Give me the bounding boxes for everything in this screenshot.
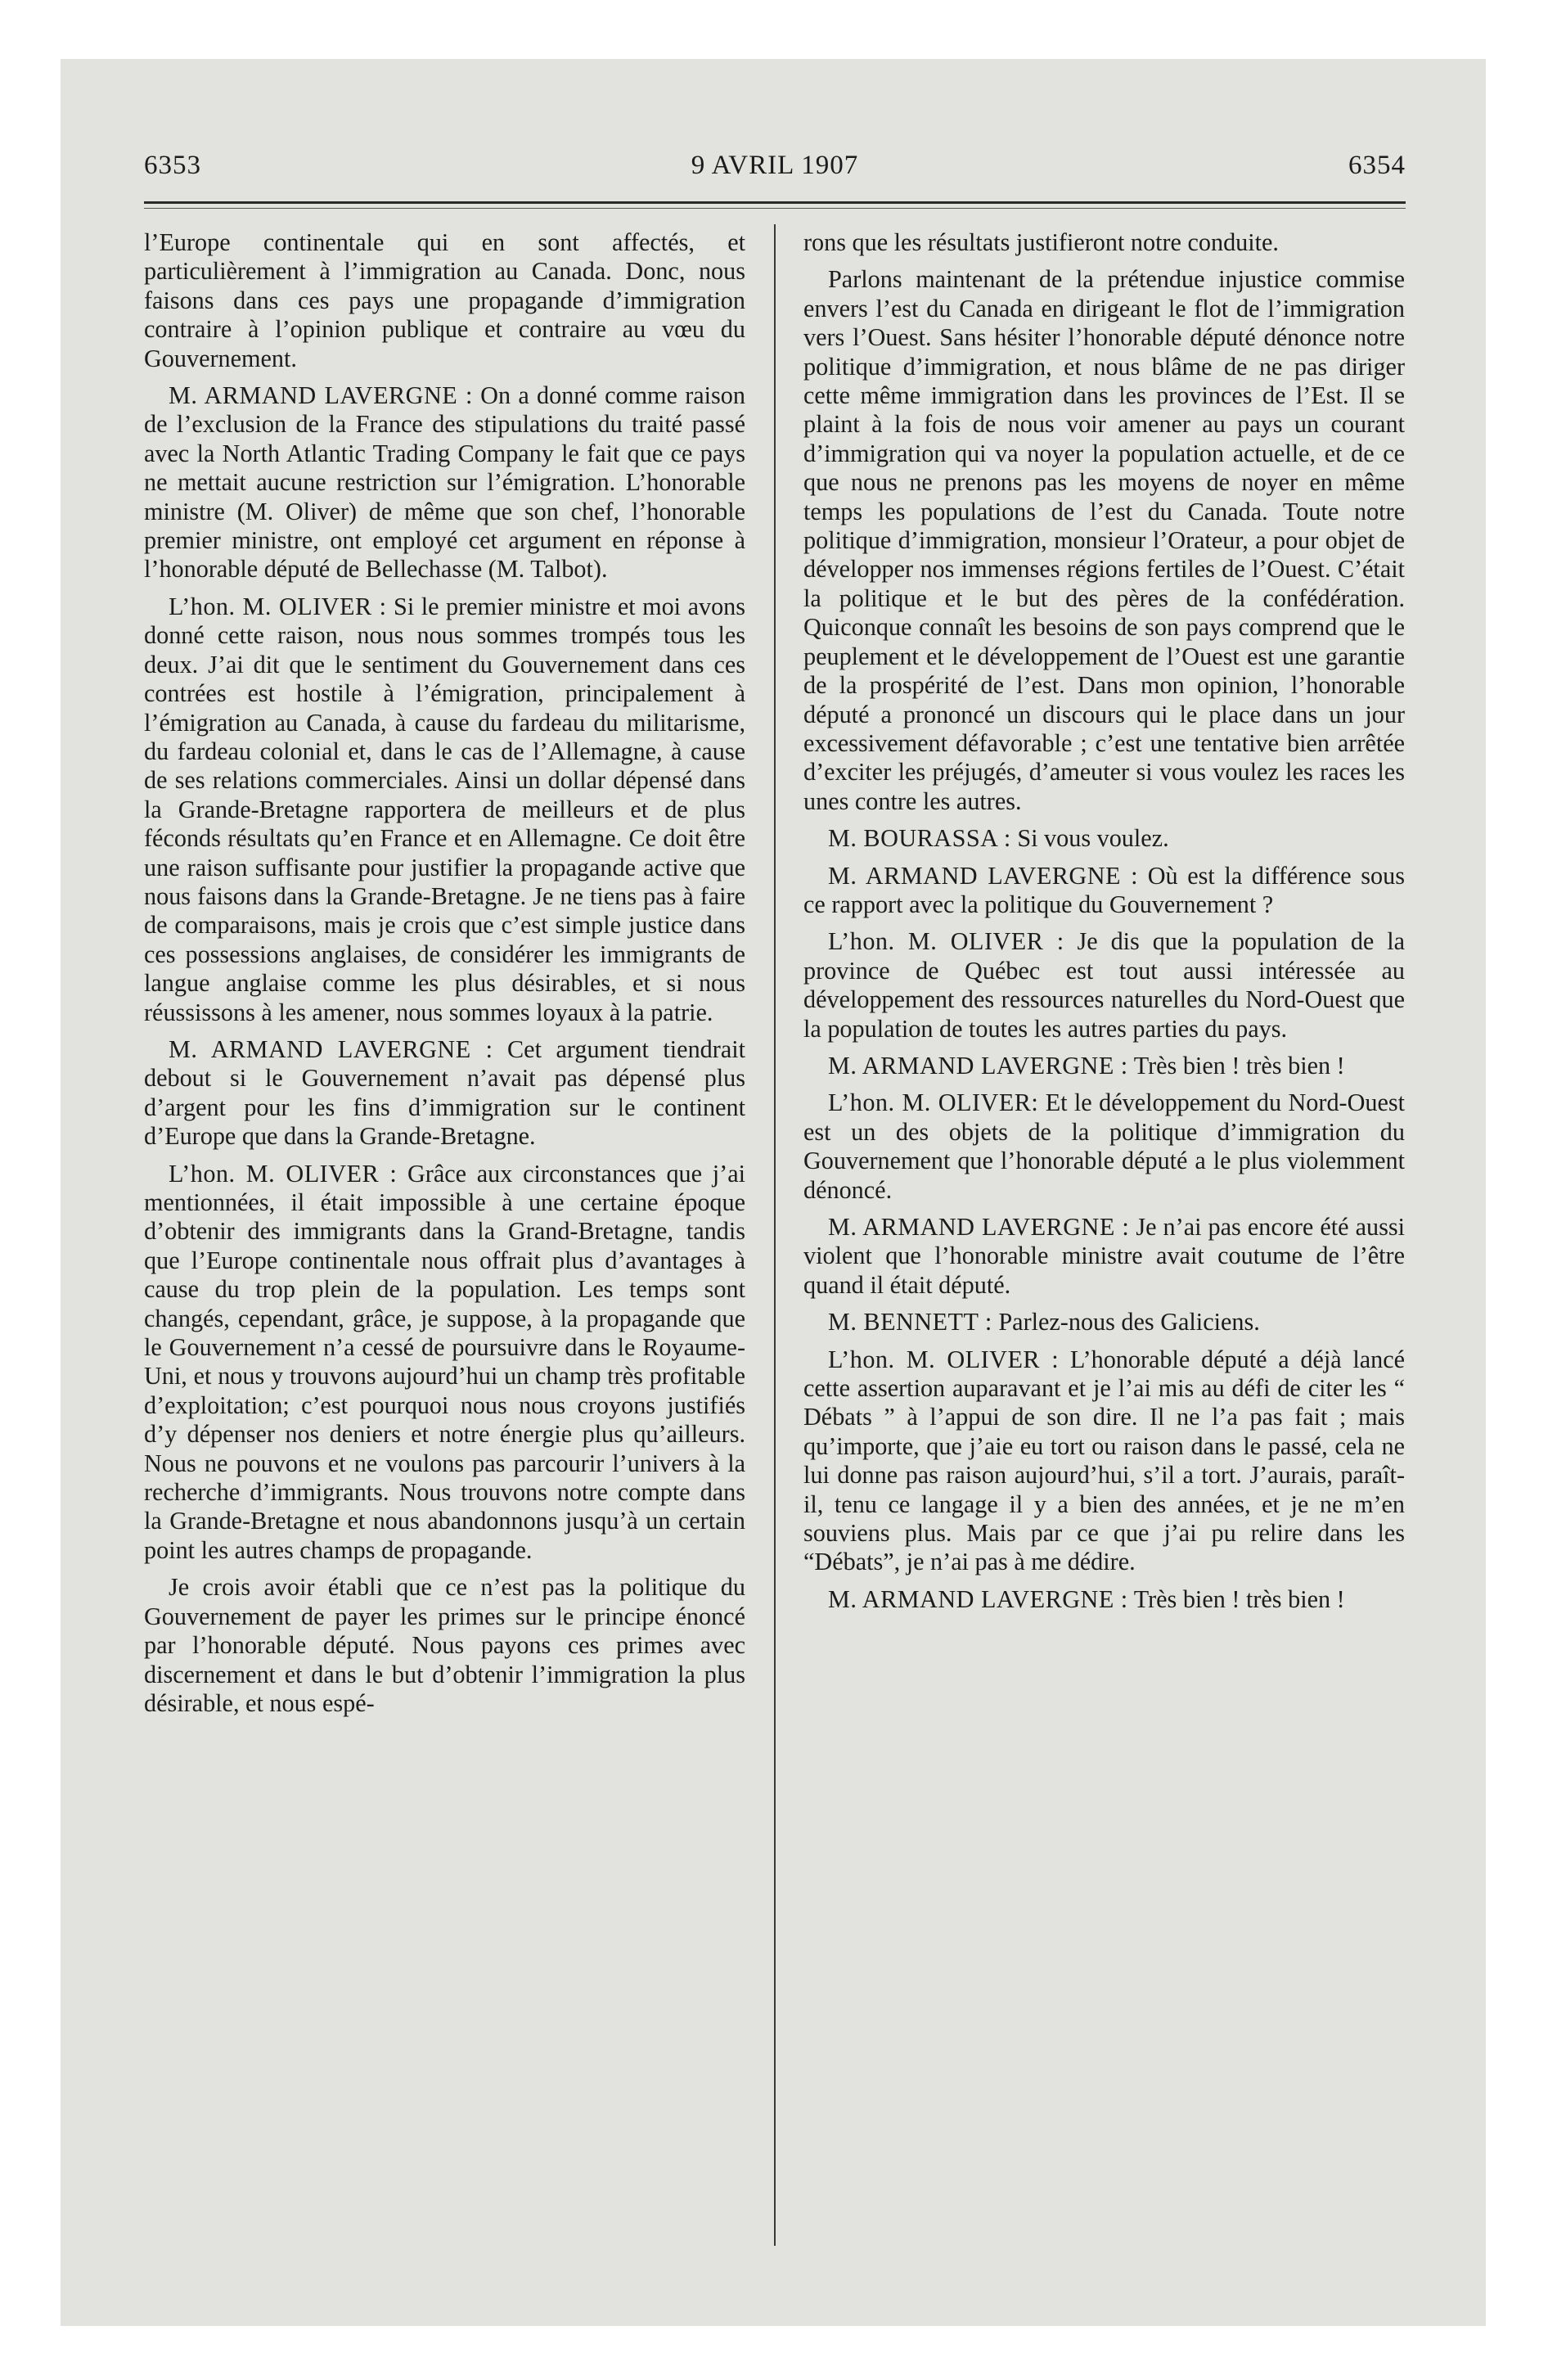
speaker-name: L’hon. M. OLIVER : — [169, 1159, 398, 1188]
paragraph — [803, 1308, 1405, 1336]
paragraph-text: rons que les résultats justifieront notre conduite. — [803, 228, 1279, 256]
speaker-name: M. BOURASSA : — [828, 824, 1011, 853]
paragraph-text: Je dis que la population de la province de Québec est tout aussi intéressée au développement des ressources naturelles du Nord-Ouest que la population de toutes les autres parties du pays. — [803, 927, 1406, 1043]
scanned-page — [61, 59, 1486, 2326]
paragraph — [144, 593, 745, 1027]
paragraph-text: Très bien ! très bien ! — [1133, 1584, 1345, 1613]
speaker-name: M. ARMAND LAVERGNE : — [828, 1051, 1128, 1080]
paragraph-text: Grâce aux circonstances que j’ai mentionnées, il était impossible à une certaine époque d’obtenir des immigrants dans la Grand-Bretagne, tandis que l’Europe continentale nous offrait plus d’avantages à cause du trop plein de la population. Les temps sont changés, cependant, grâce, je suppose, à la propagande que le Gouvernement n’a cessé de poursuivre dans le Royaume-Uni, et nous y trouvons aujourd’hui un champ très profitable d’exploitation; c’est pourquoi nous nous croyons justifiés d’y dépenser nos deniers et notre énergie plus qu’ailleurs. Nous ne pouvons et ne voulons pas parcourir l’univers à la recherche d’immigrants. Nous trouvons notre compte dans la Grande-Bretagne et nous abandonnons jusqu’à un certain point les autres champs de propagande. — [144, 1159, 746, 1564]
page-number-left: 6353 — [144, 151, 201, 180]
header-rule-thin — [144, 208, 1406, 209]
paragraph — [803, 1089, 1405, 1205]
paragraph — [144, 1160, 745, 1566]
paragraph — [803, 1213, 1405, 1300]
speaker-name: L’hon. M. OLIVER: — [828, 1089, 1039, 1117]
paragraph-text: Parlons maintenant de la prétendue injustice commise envers l’est du Canada en dirigeant le flot de l’immigration vers l’Ouest. Sans hésiter l’honorable député dénonce notre politique d’immigration, et nous blâme de ne pas diriger cette même immigration dans les provinces de l’Est. Il se plaint à la fois de nous voir amener au pays un courant d’immigration qui va noyer la population actuelle, et de ce que nous ne prenons pas les moyens de noyer en même temps les populations de l’est du Canada. Toute notre politique d’immigration, monsieur l’Orateur, a pour objet de développer nos immenses régions fertiles de l’Ouest. C’était la politique et le but des pères de la confédération. Quiconque connaît les besoins de son pays comprend que le peuplement et le développement de l’Ouest est une garantie de la prospérité de l’est. Dans mon opinion, l’honorable député a prononcé un discours qui le place dans un jour excessivement défavorable ; c’est une tentative bien arrêtée d’exciter les préjugés, d’ameuter si vous voulez les races les unes contre les autres. — [803, 265, 1405, 815]
left-column — [144, 228, 745, 1726]
paragraph — [803, 1052, 1405, 1080]
speaker-name: L’hon. M. OLIVER : — [169, 592, 387, 620]
speaker-name: M. ARMAND LAVERGNE : — [828, 1213, 1130, 1241]
page-number-right: 6354 — [1348, 151, 1406, 180]
paragraph-text: l’Europe continentale qui en sont affectés, et particulièrement à l’immigration au Canada. Donc, nous faisons dans ces pays une propagande d’immigration contraire à l’opinion publique et contraire au vœu du Gouvernement. — [144, 228, 745, 372]
right-column — [803, 228, 1405, 1622]
speaker-name: M. ARMAND LAVERGNE : — [169, 381, 473, 410]
paragraph-text: Où est la différence sous ce rapport avec la politique du Gouvernement ? — [803, 861, 1405, 918]
header-rule — [144, 201, 1406, 204]
paragraph — [803, 927, 1405, 1044]
hansard-page — [144, 142, 1406, 2254]
speaker-name: L’hon. M. OLIVER : — [828, 1345, 1060, 1373]
paragraph — [803, 228, 1405, 257]
paragraph-text: Et le développement du Nord-Ouest est un des objets de la politique d’immigration du Gouvernement que l’honorable député a le plus violemment dénoncé. — [803, 1089, 1406, 1204]
paragraph-text: Parlez-nous des Galiciens. — [998, 1308, 1260, 1336]
paragraph-text: Je crois avoir établi que ce n’est pas la politique du Gouvernement de payer les primes sur le principe énoncé par l’honorable député. Nous payons ces primes avec discernement et dans le but d’obtenir l’immigration la plus désirable, et nous espé- — [144, 1573, 745, 1717]
paragraph-text: Cet argument tiendrait debout si le Gouvernement n’avait pas dépensé plus d’argent pour les fins d’immigration sur le continent d’Europe que dans la Grande-Bretagne. — [144, 1034, 745, 1151]
paragraph — [803, 265, 1405, 816]
paragraph-text: On a donné comme raison de l’exclusion de la France des stipulations du traité passé avec la North Atlantic Trading Company le fait que ce pays ne mettait aucune restriction sur l’émigration. L’honorable ministre (M. Oliver) de même que son chef, l’honorable premier ministre, ont employé cet argument en réponse à l’honorable député de Bellechasse (M. Talbot). — [144, 381, 745, 584]
speaker-name: M. ARMAND LAVERGNE : — [828, 1584, 1128, 1613]
speaker-name: M. BENNETT : — [828, 1308, 992, 1336]
paragraph — [803, 862, 1405, 920]
page-header — [144, 142, 1406, 192]
paragraph-text: Si le premier ministre et moi avons donné cette raison, nous nous sommes trompés tous les deux. J’ai dit que le sentiment du Gouvernement dans ces contrées est hostile à l’émigration, principalement à l’émigration au Canada, à cause du fardeau du militarisme, du fardeau colonial et, dans le cas de l’Allemagne, à cause de ses relations commerciales. Ainsi un dollar dépensé dans la Grande-Bretagne rapportera de meilleurs et de plus féconds résultats qu’en France et en Allemagne. Ce doit être une raison suffisante pour justifier la propagande active que nous faisons dans la Grande-Bretagne. Je ne tiens pas à faire de comparaisons, mais je crois que c’est simple justice dans ces possessions anglaises, de considérer les immigrants de langue anglaise comme les plus désirables, et si nous réussissons à les amener, nous sommes loyaux à la patrie. — [144, 592, 746, 1026]
paragraph — [803, 824, 1405, 853]
paragraph-text: Si vous voulez. — [1017, 824, 1169, 853]
paragraph-text: Je n’ai pas encore été aussi violent que l’honorable ministre avait coutume de l’être quand il était député. — [803, 1213, 1405, 1299]
speaker-name: M. ARMAND LAVERGNE : — [169, 1034, 493, 1063]
speaker-name: M. ARMAND LAVERGNE : — [828, 861, 1139, 890]
paragraph — [803, 1585, 1405, 1614]
column-divider — [774, 224, 776, 2246]
paragraph — [144, 1573, 745, 1718]
paragraph — [144, 381, 745, 584]
speaker-name: L’hon. M. OLIVER : — [828, 927, 1064, 956]
paragraph-text: Très bien ! très bien ! — [1133, 1051, 1345, 1080]
paragraph — [144, 228, 745, 373]
paragraph — [803, 1346, 1405, 1577]
paragraph — [144, 1035, 745, 1152]
session-date: 9 AVRIL 1907 — [691, 151, 859, 180]
paragraph-text: L’honorable député a déjà lancé cette assertion auparavant et je l’ai mis au défi de citer les “ Débats ” à l’appui de son dire. Il ne l’a pas fait ; mais qu’importe, que j’aie eu tort ou raison dans le passé, cela ne lui donne pas raison aujourd’hui, s’il a tort. J’aurais, paraît-il, tenu ce langage il y a bien des années, et je ne m’en souviens plus. Mais par ce que j’ai pu relire dans les “Débats”, je n’ai pas à me dédire. — [803, 1345, 1405, 1576]
